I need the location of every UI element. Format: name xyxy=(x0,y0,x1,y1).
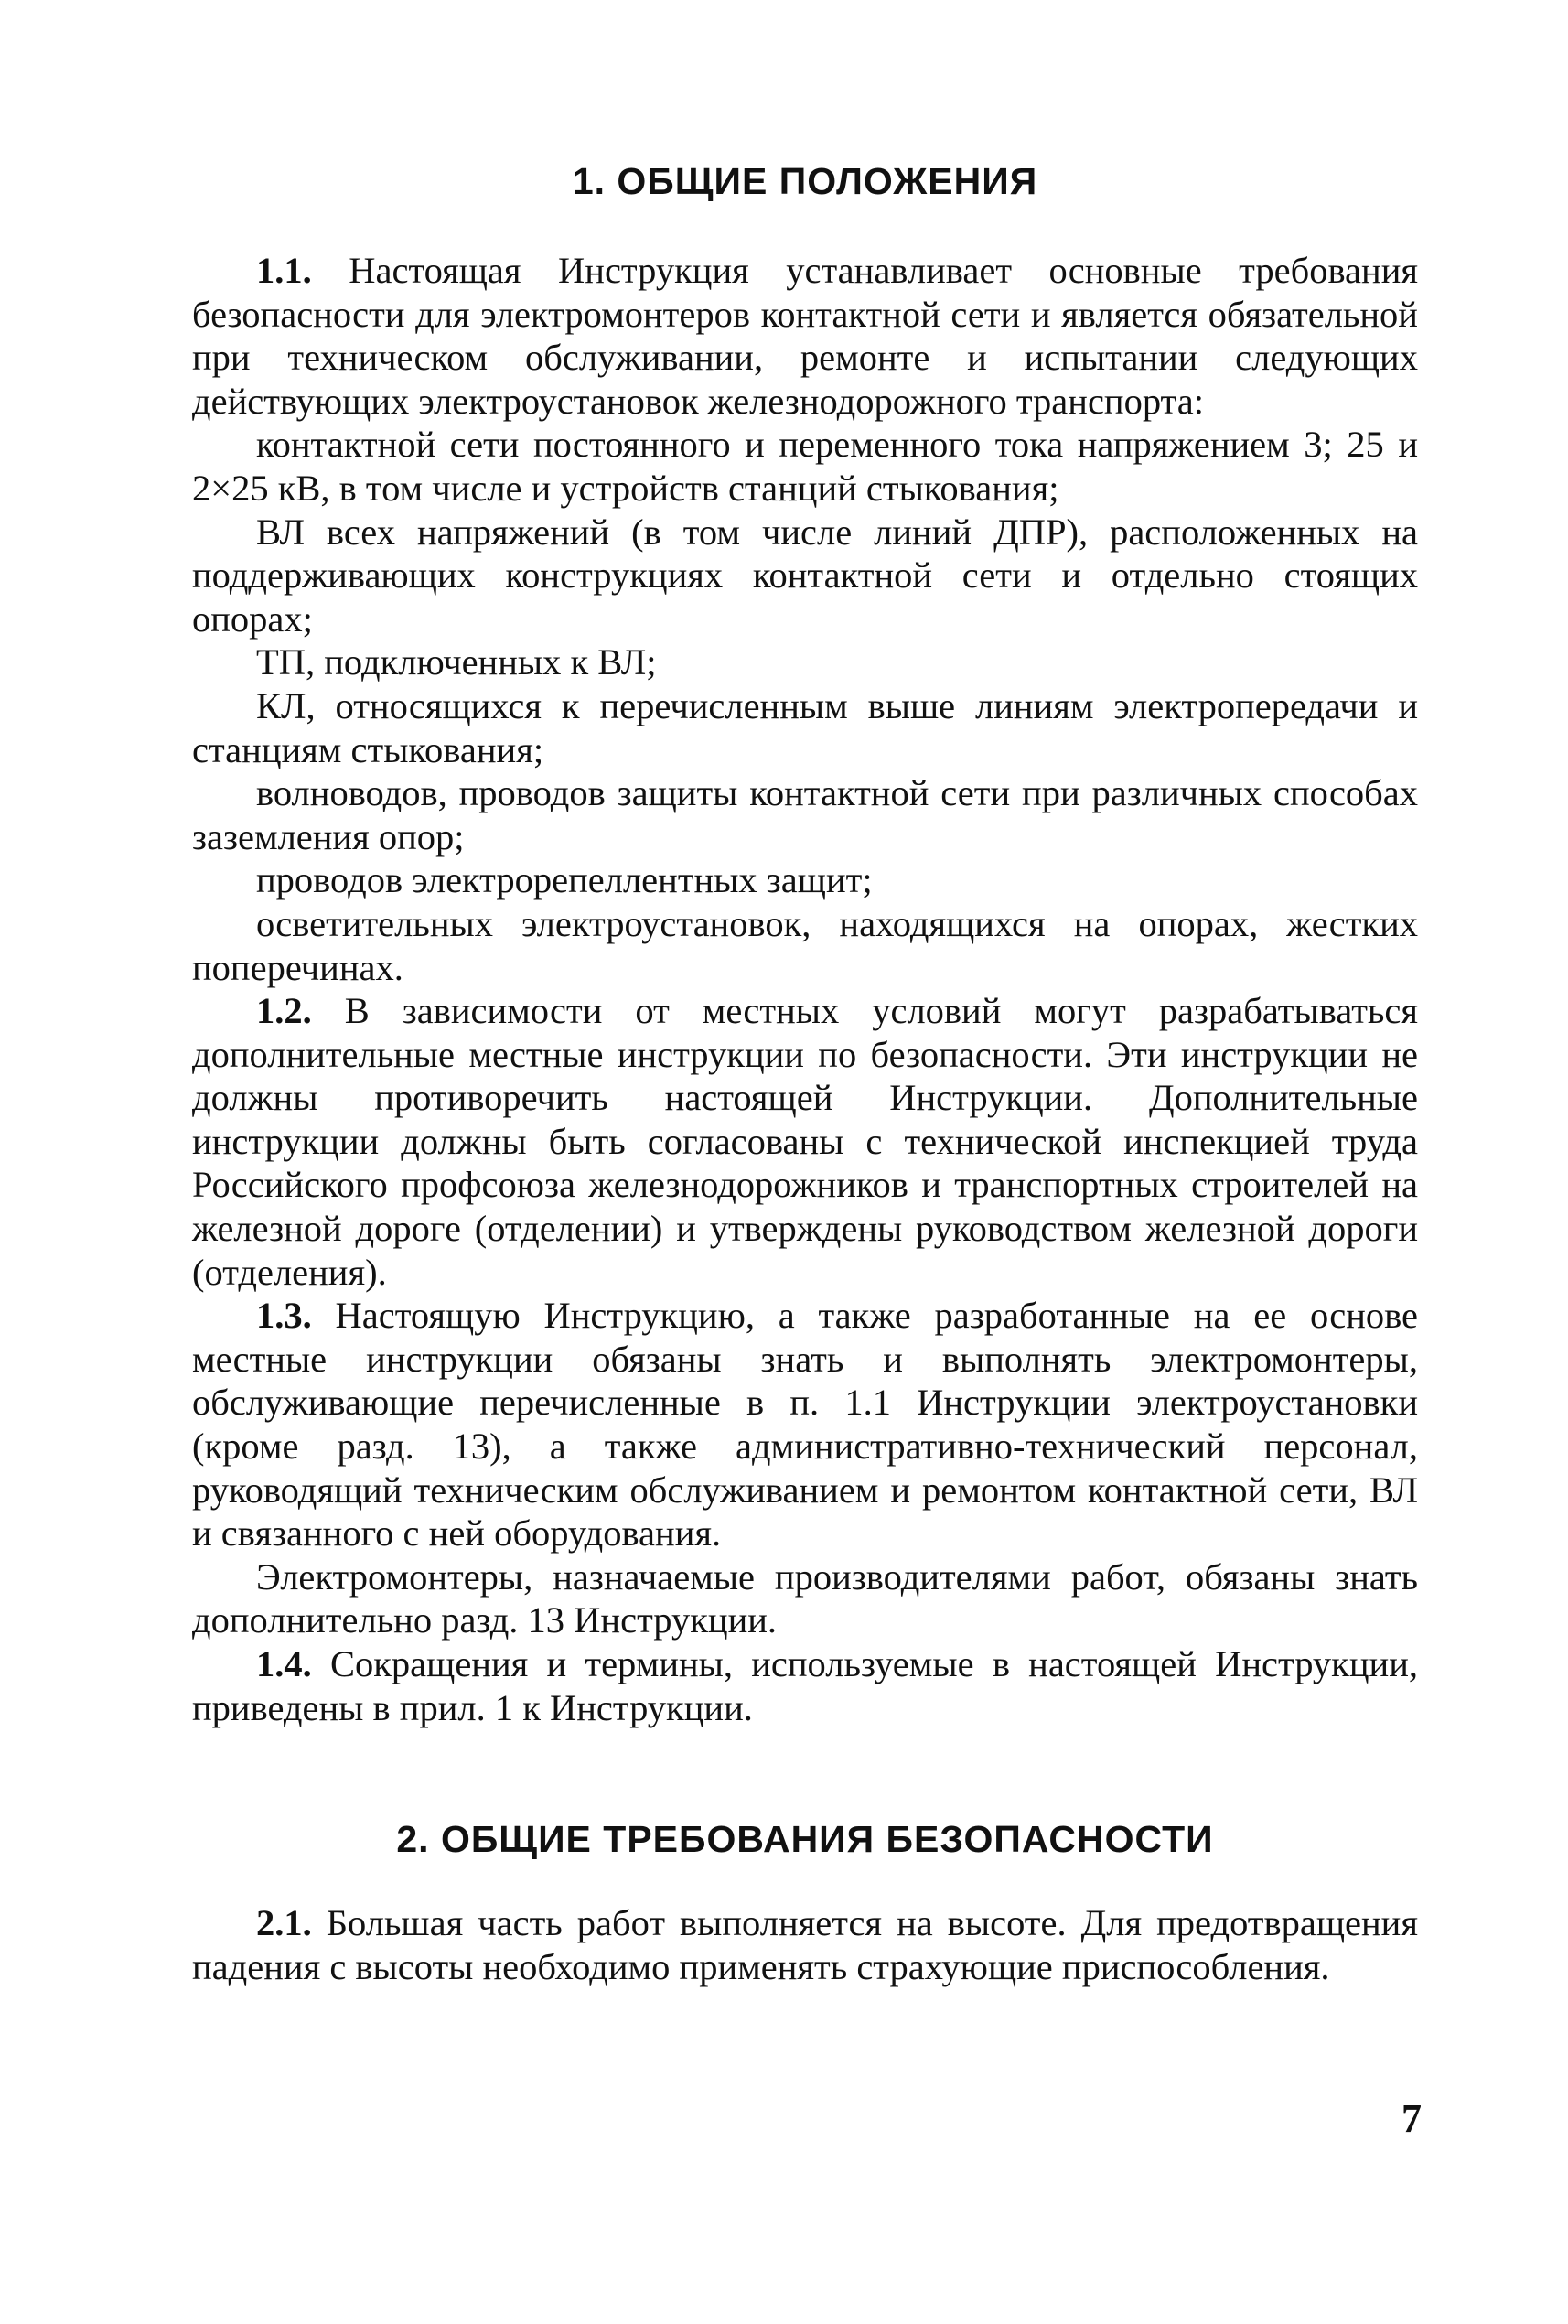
paragraph-number: 1.1. xyxy=(256,250,312,291)
list-item: проводов электрорепеллентных защит; xyxy=(256,859,873,901)
paragraph-number: 1.3. xyxy=(256,1295,312,1337)
paragraph-1-4 xyxy=(192,1642,1418,1729)
page-content xyxy=(192,156,1418,1988)
paragraph-number: 1.2. xyxy=(256,990,312,1032)
paragraph-2-1 xyxy=(192,1901,1418,1988)
paragraph-1-3 xyxy=(192,1294,1418,1555)
list-item: волноводов, проводов защиты контактной сети при различных способах заземления опор; xyxy=(192,772,1418,857)
list-item: ВЛ всех напряжений (в том числе линий ДПР), расположенных на поддерживающих конструкциях контактной сети и отдельно стоящих опорах; xyxy=(192,511,1418,640)
paragraph-number: 2.1. xyxy=(256,1902,312,1944)
paragraph-1-1 xyxy=(192,249,1418,423)
paragraph-1-3-continued: Электромонтеры, назначаемые производителями работ, обязаны знать дополнительно разд. 13 Инструкции. xyxy=(192,1555,1418,1641)
paragraph-text: Настоящую Инструкцию, а также разработанные на ее основе местные инструкции обязаны знать и выполнять электромонтеры, обслуживающие перечисленные в п. 1.1 Инструкции электроустановки (кроме разд. 13), а также административно-технический персонал, руководящий техническим обслуживанием и ремонтом контактной сети, ВЛ и связанного с ней оборудования. xyxy=(192,1295,1418,1555)
list-item: контактной сети постоянного и переменного тока напряжением 3; 25 и 2×25 кВ, в том числе и устройств станций стыкования; xyxy=(192,424,1418,509)
section-1-heading: 1. ОБЩИЕ ПОЛОЖЕНИЯ xyxy=(572,160,1038,202)
list-item: КЛ, относящихся к перечисленным выше линиям электропередачи и станциям стыкования; xyxy=(192,684,1418,770)
page-number: 7 xyxy=(1402,2096,1422,2141)
section-2-heading: 2. ОБЩИЕ ТРЕБОВАНИЯ БЕЗОПАСНОСТИ xyxy=(396,1818,1214,1861)
paragraph-text: Сокращения и термины, используемые в настоящей Инструкции, приведены в прил. 1 к Инструкции. xyxy=(192,1643,1418,1728)
paragraph-1-2 xyxy=(192,989,1418,1294)
list-item: осветительных электроустановок, находящихся на опорах, жестких поперечинах. xyxy=(192,902,1418,988)
paragraph-text: Настоящая Инструкция устанавливает основные требования безопасности для электромонтеров контактной сети и является обязательной при техническом обслуживании, ремонте и испытании следующих действующих электроустановок железнодорожного транспорта: xyxy=(192,250,1418,422)
paragraph-text: Большая часть работ выполняется на высоте. Для предотвращения падения с высоты необходимо применять страхующие приспособления. xyxy=(192,1902,1418,1987)
list-item: ТП, подключенных к ВЛ; xyxy=(256,641,657,683)
paragraph-number: 1.4. xyxy=(256,1643,312,1684)
paragraph-text: В зависимости от местных условий могут разрабатываться дополнительные местные инструкции по безопасности. Эти инструкции не должны противоречить настоящей Инструкции. Дополнительные инструкции должны быть согласованы с технической инспекцией труда Российского профсоюза железнодорожников и транспортных строителей на железной дороге (отделении) и утверждены руководством железной дороги (отделения). xyxy=(192,990,1418,1293)
